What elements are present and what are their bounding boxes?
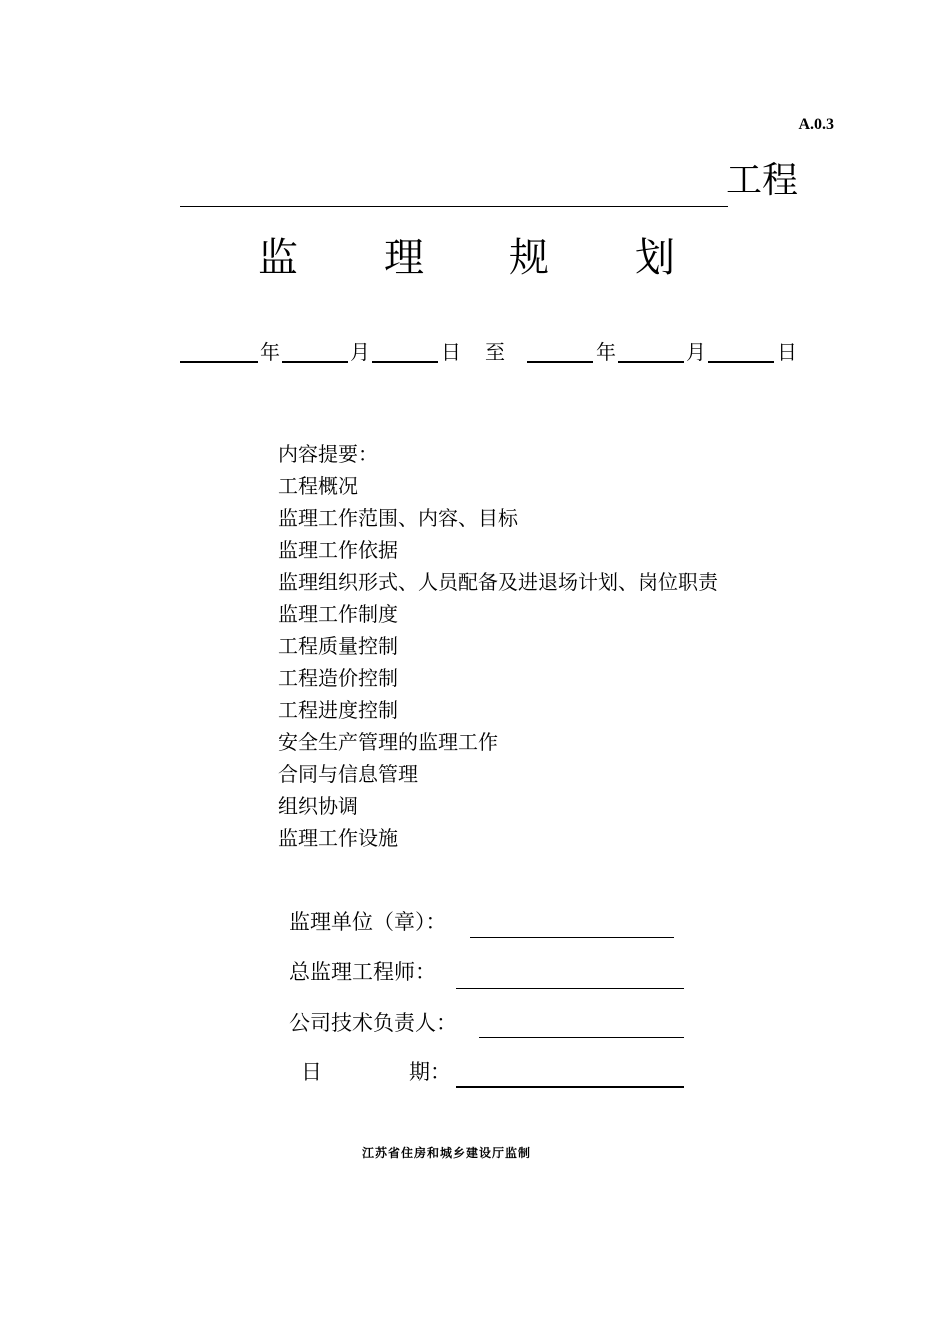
title-char-3: 规 xyxy=(509,235,549,281)
title-char-1: 监 xyxy=(258,235,298,281)
date-field[interactable] xyxy=(456,1086,684,1088)
end-month-label: 月 xyxy=(686,340,706,364)
tech-lead-label: 公司技术负责人： xyxy=(289,1011,457,1035)
chief-engineer-field[interactable] xyxy=(456,988,684,989)
tech-lead-field[interactable] xyxy=(479,1037,684,1038)
end-month-blank[interactable] xyxy=(618,361,684,363)
contents-item: 工程质量控制 xyxy=(278,634,398,658)
title-char-4: 划 xyxy=(635,235,675,281)
contents-item: 安全生产管理的监理工作 xyxy=(278,730,498,754)
supervision-unit-label: 监理单位（章）： xyxy=(289,910,447,934)
issuer-footer: 江苏省住房和城乡建设厅监制 xyxy=(362,1146,532,1160)
contents-item: 监理组织形式、人员配备及进退场计划、岗位职责 xyxy=(278,570,718,594)
contents-item: 工程造价控制 xyxy=(278,666,398,690)
start-month-label: 月 xyxy=(350,340,370,364)
contents-item: 合同与信息管理 xyxy=(278,762,418,786)
end-day-blank[interactable] xyxy=(708,361,774,363)
date-label-second: 期： xyxy=(409,1060,451,1084)
start-year-label: 年 xyxy=(260,340,280,364)
end-day-label: 日 xyxy=(777,340,797,364)
date-label-first: 日 xyxy=(301,1060,322,1084)
contents-item: 监理工作设施 xyxy=(278,826,398,850)
supervision-unit-field[interactable] xyxy=(470,937,674,938)
chief-engineer-label: 总监理工程师： xyxy=(289,960,436,984)
end-year-blank[interactable] xyxy=(527,361,593,363)
project-name-blank[interactable] xyxy=(180,206,728,207)
contents-summary xyxy=(278,438,718,854)
contents-item: 监理工作依据 xyxy=(278,538,398,562)
contents-item: 组织协调 xyxy=(278,794,358,818)
end-year-label: 年 xyxy=(596,340,616,364)
contents-heading: 内容提要： xyxy=(278,442,378,466)
start-day-label: 日 xyxy=(441,340,461,364)
contents-item: 工程进度控制 xyxy=(278,698,398,722)
contents-item: 监理工作范围、内容、目标 xyxy=(278,506,518,530)
project-suffix: 工程 xyxy=(726,160,799,201)
form-code: A.0.3 xyxy=(798,116,834,133)
to-label: 至 xyxy=(485,340,505,364)
start-year-blank[interactable] xyxy=(180,361,258,363)
title-char-2: 理 xyxy=(384,235,424,281)
start-day-blank[interactable] xyxy=(372,361,438,363)
contents-item: 工程概况 xyxy=(278,474,358,498)
start-month-blank[interactable] xyxy=(282,361,348,363)
contents-item: 监理工作制度 xyxy=(278,602,398,626)
